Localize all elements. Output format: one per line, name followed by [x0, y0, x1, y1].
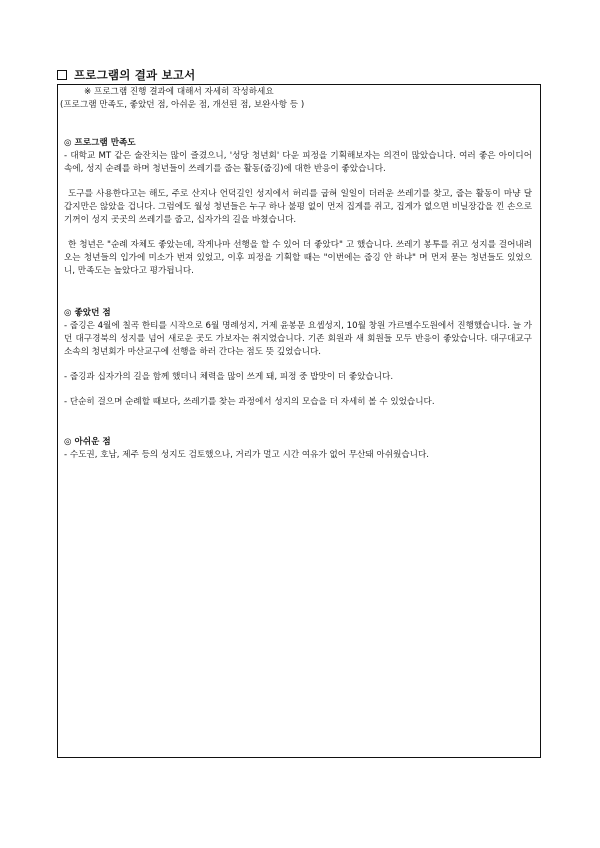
section-heading-satisfaction: ◎ 프로그램 만족도	[64, 138, 136, 148]
paragraph: - 수도권, 호남, 제주 등의 성지도 검토했으나, 거리가 멀고 시간 여유가 없어 무산돼 아쉬웠습니다.	[64, 450, 430, 460]
instruction-line-2: (프로그램 만족도, 좋았던 점, 아쉬운 점, 개선된 점, 보완사항 등 )	[60, 100, 305, 110]
report-title-text: 프로그램의 결과 보고서	[74, 68, 196, 82]
checkbox-icon	[57, 70, 67, 80]
section-heading-regrets: ◎ 아쉬운 점	[64, 437, 111, 447]
paragraph: - 단순히 걸으며 순례할 때보다, 쓰레기를 찾는 과정에서 성지의 모습을 더 자세히 볼 수 있었습니다.	[64, 397, 435, 407]
instruction-line-1: ※ 프로그램 진행 결과에 대해서 자세히 작성하세요	[84, 87, 274, 97]
report-title	[57, 67, 196, 83]
paragraph: 한 청년은 "순례 자체도 좋았는데, 작게나마 선행을 할 수 있어 더 좋았다" 고 했습니다. 쓰레기 봉투를 쥐고 성지를 걸어내려오는 청년들의 입가에 미소가 번져 있었고, 이후 피정을 기획할 때는 "이번에는 줍깅 안 하냐" 며 먼저 묻는 청년들도 있었으니, 만족도는 높았다고 평가됩니다.	[64, 240, 532, 276]
paragraph: 도구를 사용한다고는 해도, 주로 산지나 언덕길인 성지에서 허리를 굽혀 일일이 더러운 쓰레기를 찾고, 줍는 활동이 마냥 달갑지만은 않았을 겁니다. 그럼에도 월성 청년들은 누구 하나 불평 없이 먼저 집게를 쥐고, 집게가 없으면 비닐장갑을 낀 손으로 기꺼이 성지 곳곳의 쓰레기를 줍고, 십자가의 길을 바쳤습니다.	[64, 189, 532, 225]
section-good-points	[64, 307, 532, 409]
paragraph: - 대학교 MT 같은 술잔치는 많이 즐겼으니, '성당 청년회' 다운 피정을 기획해보자는 의견이 많았습니다. 여러 좋은 아이디어 속에, 성지 순례를 하며 청년들이 쓰레기를 줍는 활동(줍깅)에 대한 반응이 좋았습니다.	[64, 151, 532, 174]
paragraph: - 줍깅과 십자가의 길을 함께 했더니 체력을 많이 쓰게 돼, 피정 중 밥맛이 더 좋았습니다.	[64, 372, 394, 382]
section-satisfaction	[64, 137, 532, 278]
report-content-box	[57, 84, 541, 758]
section-regrets	[64, 436, 532, 462]
section-heading-good-points: ◎ 좋았던 점	[64, 308, 111, 318]
paragraph: - 줍깅은 4월에 칠곡 한티를 시작으로 6월 명례성지, 거제 윤봉문 요셉성지, 10월 창원 가르멜수도원에서 진행했습니다. 늘 가던 대구경북의 성지를 넘어 새로운 곳도 가보자는 취지였습니다. 기존 회원과 새 회원들 모두 반응이 좋았습니다. 대구대교구 소속의 청년회가 마산교구에 선행을 하러 간다는 점도 뜻 깊었습니다.	[64, 321, 532, 357]
